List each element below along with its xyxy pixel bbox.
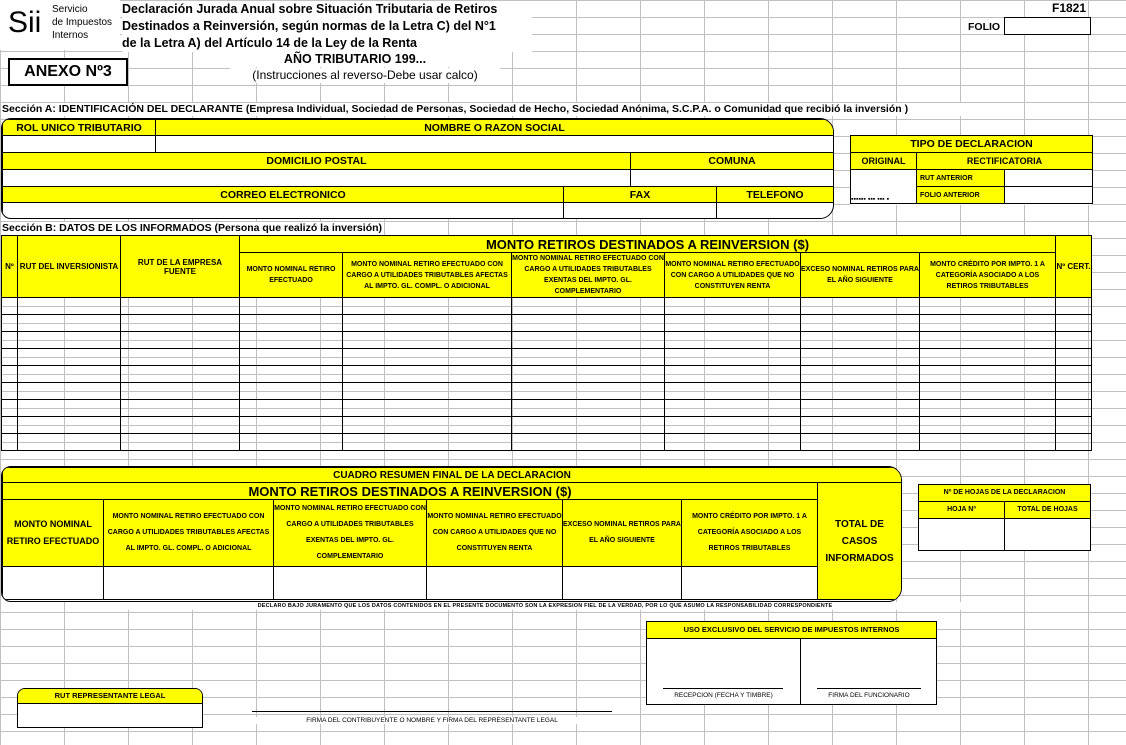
cell-rut-inversionista[interactable]: [18, 332, 121, 349]
cell-cert[interactable]: [1056, 332, 1092, 349]
cell-monto-1[interactable]: [240, 349, 343, 366]
hoja-field[interactable]: [919, 519, 1005, 551]
cell-monto-3[interactable]: [512, 400, 665, 417]
table-row: [2, 366, 1126, 383]
cell-monto-2[interactable]: [343, 434, 512, 451]
declarant-box: [1, 118, 834, 219]
total-casos-label: TOTAL DE CASOS INFORMADOS: [818, 483, 902, 600]
monto-col-header-5: EXCESO NOMINAL RETIROS PARA EL AÑO SIGUIENTE: [801, 253, 920, 298]
cell-rut-inversionista[interactable]: [18, 417, 121, 434]
cell-monto-6[interactable]: [920, 417, 1056, 434]
cell-monto-4[interactable]: [665, 434, 801, 451]
cell-rut-inversionista[interactable]: [18, 298, 121, 315]
nombre-field[interactable]: [156, 136, 834, 153]
cell-rut-empresa[interactable]: [121, 400, 240, 417]
rut-representante-box: [17, 688, 203, 728]
cell-monto-4[interactable]: [665, 349, 801, 366]
section-a-title: Sección A: IDENTIFICACIÓN DEL DECLARANTE (Empresa Individual, Sociedad de Personas, Sociedad de Hecho, Sociedad Anónima, S.C.P.A. o Comunidad que recibió la inversión ): [2, 103, 1002, 116]
cell-cert[interactable]: [1056, 434, 1092, 451]
cell-cert[interactable]: [1056, 349, 1092, 366]
resumen-title: CUADRO RESUMEN FINAL DE LA DECLARACION: [3, 468, 902, 483]
correo-field[interactable]: [3, 203, 564, 219]
cell-rut-empresa[interactable]: [121, 383, 240, 400]
resumen-value-5[interactable]: [563, 567, 682, 600]
cell-monto-5[interactable]: [801, 298, 920, 315]
cell-monto-1[interactable]: [240, 298, 343, 315]
col-cert-header: Nº CERT.: [1056, 236, 1092, 298]
sii-logo-block: [0, 0, 120, 50]
sii-logo: Sii: [8, 6, 42, 39]
rut-representante-field[interactable]: [18, 704, 202, 728]
cell-monto-2[interactable]: [343, 400, 512, 417]
cell-monto-6[interactable]: [920, 383, 1056, 400]
cell-monto-1[interactable]: [240, 383, 343, 400]
cell-monto-3[interactable]: [512, 366, 665, 383]
telefono-label: TELEFONO: [717, 187, 834, 203]
resumen-value-6[interactable]: [682, 567, 818, 600]
resumen-col-monto: MONTO NOMINAL RETIRO EFECTUADO: [3, 500, 104, 567]
hojas-box: [918, 484, 1091, 551]
resumen-box: [1, 466, 902, 602]
resumen-col-header-5: MONTO CRÉDITO POR IMPTO. 1 A CATEGORÍA ASOCIADO A LOS RETIROS TRIBUTABLES: [682, 500, 818, 567]
cell-monto-6[interactable]: [920, 349, 1056, 366]
cell-n[interactable]: [2, 315, 18, 332]
cell-n[interactable]: [2, 400, 18, 417]
rut-anterior-field[interactable]: [1005, 170, 1093, 187]
cell-extra: [1092, 349, 1126, 366]
cell-extra: [1092, 383, 1126, 400]
cell-monto-6[interactable]: [920, 315, 1056, 332]
firma-contribuyente-label: FIRMA DEL CONTRIBUYENTE O NOMBRE Y FIRMA DEL REPRESENTANTE LEGAL: [252, 717, 612, 724]
table-row: [2, 315, 1126, 332]
table-row: [2, 417, 1126, 434]
cell-n[interactable]: [2, 349, 18, 366]
resumen-col-header-2: MONTO NOMINAL RETIRO EFECTUADO CON CARGO A UTILIDADES TRIBUTABLES EXENTAS DEL IMPTO. GL. COMPLEMENTARIO: [274, 500, 427, 567]
instructions: (Instrucciones al reverso-Debe usar calco): [230, 68, 500, 83]
table-row: [2, 332, 1126, 349]
resumen-col-header-3: MONTO NOMINAL RETIRO EFECTUADO CON CARGO A UTILIDADES QUE NO CONSTITUYEN RENTA: [427, 500, 563, 567]
cell-monto-4[interactable]: [665, 332, 801, 349]
tipo-declaracion-box: [850, 135, 1092, 205]
cell-monto-4[interactable]: [665, 366, 801, 383]
firma-funcionario-label: FIRMA DEL FUNCIONARIO: [828, 692, 910, 699]
informados-table: [1, 235, 1126, 451]
total-hojas-label: TOTAL DE HOJAS: [1005, 502, 1091, 519]
cell-monto-3[interactable]: [512, 315, 665, 332]
cell-monto-1[interactable]: [240, 417, 343, 434]
form-title: Declaración Jurada Anual sobre Situación Tributaria de Retiros Destinados a Reinversión, según normas de la Letra C) del N°1 de la Letra A) del Artículo 14 de la Ley de la Renta: [122, 1, 532, 52]
cell-cert[interactable]: [1056, 298, 1092, 315]
cell-n[interactable]: [2, 417, 18, 434]
resumen-col-header-4: EXCESO NOMINAL RETIROS PARA EL AÑO SIGUIENTE: [563, 500, 682, 567]
cell-monto-3[interactable]: [512, 298, 665, 315]
folio-field[interactable]: [1004, 17, 1091, 35]
rectificatoria-label: RECTIFICATORIA: [917, 153, 1093, 170]
monto-col-header-3: MONTO NOMINAL RETIRO EFECTUADO CON CARGO A UTILIDADES TRIBUTABLES EXENTAS DEL IMPTO. GL. COMPLEMENTARIO: [512, 253, 665, 298]
cell-monto-1[interactable]: [240, 315, 343, 332]
cell-cert[interactable]: [1056, 383, 1092, 400]
telefono-field[interactable]: [717, 203, 834, 219]
cell-rut-inversionista[interactable]: [18, 383, 121, 400]
cell-monto-2[interactable]: [343, 366, 512, 383]
cell-rut-inversionista[interactable]: [18, 315, 121, 332]
cell-n[interactable]: [2, 298, 18, 315]
recepcion-field[interactable]: [647, 638, 800, 688]
hoja-label: HOJA Nº: [919, 502, 1005, 519]
recepcion-label: RECEPCION (FECHA Y TIMBRE): [674, 692, 773, 699]
cell-rut-inversionista[interactable]: [18, 366, 121, 383]
cell-n[interactable]: [2, 366, 18, 383]
rut-anterior-label: RUT ANTERIOR: [917, 170, 1005, 187]
folio-anterior-label: FOLIO ANTERIOR: [917, 187, 1005, 204]
resumen-value-1[interactable]: [3, 567, 104, 600]
cell-cert[interactable]: [1056, 315, 1092, 332]
fax-field[interactable]: [564, 203, 717, 219]
cell-monto-1[interactable]: [240, 366, 343, 383]
cell-monto-3[interactable]: [512, 349, 665, 366]
tax-year: AÑO TRIBUTARIO 199...: [250, 51, 460, 67]
table-row: [2, 349, 1126, 366]
firma-funcionario-field[interactable]: [801, 638, 937, 688]
cell-monto-5[interactable]: [801, 349, 920, 366]
cell-rut-empresa[interactable]: [121, 298, 240, 315]
cell-monto-2[interactable]: [343, 315, 512, 332]
cell-rut-empresa[interactable]: [121, 417, 240, 434]
cell-rut-inversionista[interactable]: [18, 400, 121, 417]
declaration-text: DECLARO BAJO JURAMENTO QUE LOS DATOS CONTENIDOS EN EL PRESENTE DOCUMENTO SON LA EXPRESION FIEL DE LA VERDAD, POR LO QUE ASUMO LA RESPONSABILIDAD CORRESPONDIENTE: [110, 602, 980, 610]
cell-monto-3[interactable]: [512, 383, 665, 400]
cell-monto-5[interactable]: [801, 417, 920, 434]
cell-monto-6[interactable]: [920, 298, 1056, 315]
domicilio-label: DOMICILIO POSTAL: [3, 153, 631, 170]
original-label: ORIGINAL: [851, 153, 917, 170]
cell-monto-5[interactable]: [801, 366, 920, 383]
cell-extra: [1092, 298, 1126, 315]
hojas-title: Nº DE HOJAS DE LA DECLARACION: [919, 485, 1091, 502]
nombre-label: NOMBRE O RAZON SOCIAL: [156, 120, 834, 136]
table-row: [2, 434, 1126, 451]
cell-monto-6[interactable]: [920, 434, 1056, 451]
cell-monto-1[interactable]: [240, 434, 343, 451]
resumen-monto-header: MONTO RETIROS DESTINADOS A REINVERSION ($): [3, 483, 818, 500]
cell-monto-4[interactable]: [665, 400, 801, 417]
monto-col-header-6: MONTO CRÉDITO POR IMPTO. 1 A CATEGORÍA ASOCIADO A LOS RETIROS TRIBUTABLES: [920, 253, 1056, 298]
cell-rut-empresa[interactable]: [121, 349, 240, 366]
cell-n[interactable]: [2, 332, 18, 349]
cell-rut-empresa[interactable]: [121, 332, 240, 349]
cell-monto-2[interactable]: [343, 417, 512, 434]
cell-rut-empresa[interactable]: [121, 434, 240, 451]
comuna-label: COMUNA: [631, 153, 834, 170]
cell-extra: [1092, 417, 1126, 434]
comuna-field[interactable]: [631, 170, 834, 187]
col-rut-empresa-header: RUT DE LA EMPRESA FUENTE: [121, 236, 240, 298]
original-field[interactable]: [851, 170, 917, 187]
cell-monto-6[interactable]: [920, 332, 1056, 349]
cell-monto-5[interactable]: [801, 332, 920, 349]
cell-monto-4[interactable]: [665, 315, 801, 332]
cell-monto-1[interactable]: [240, 332, 343, 349]
table-row: [2, 400, 1126, 417]
cell-n[interactable]: [2, 383, 18, 400]
monto-col-header-1: MONTO NOMINAL RETIRO EFECTUADO: [240, 253, 343, 298]
domicilio-field[interactable]: [3, 170, 631, 187]
resumen-col-header-1: MONTO NOMINAL RETIRO EFECTUADO CON CARGO A UTILIDADES TRIBUTABLES AFECTAS AL IMPTO. GL. COMPL. O ADICIONAL: [104, 500, 274, 567]
folio-anterior-field[interactable]: [1005, 187, 1093, 204]
annex-label: ANEXO Nº3: [8, 58, 128, 86]
cell-monto-4[interactable]: [665, 383, 801, 400]
cell-monto-2[interactable]: [343, 383, 512, 400]
monto-col-header-2: MONTO NOMINAL RETIRO EFECTUADO CON CARGO A UTILIDADES TRIBUTABLES AFECTAS AL IMPTO. GL. COMPL. O ADICIONAL: [343, 253, 512, 298]
cell-rut-empresa[interactable]: [121, 315, 240, 332]
cell-monto-3[interactable]: [512, 332, 665, 349]
rut-field[interactable]: [3, 136, 156, 153]
cell-monto-4[interactable]: [665, 417, 801, 434]
tipo-title: TIPO DE DECLARACION: [851, 136, 1093, 153]
firma-line: [252, 711, 612, 712]
folio-label: FOLIO: [968, 21, 1001, 33]
original-checkbox[interactable]: ▪▪▪▪▪▪ ▪▪▪ ▪▪▪ ▪: [851, 187, 917, 204]
cell-extra: [1092, 400, 1126, 417]
sii-use-title: USO EXCLUSIVO DEL SERVICIO DE IMPUESTOS INTERNOS: [647, 622, 936, 639]
col-n-header: Nº: [2, 236, 18, 298]
cell-monto-5[interactable]: [801, 400, 920, 417]
resumen-value-2[interactable]: [104, 567, 274, 600]
correo-label: CORREO ELECTRONICO: [3, 187, 564, 203]
resumen-value-3[interactable]: [274, 567, 427, 600]
cell-extra: [1092, 315, 1126, 332]
fax-label: FAX: [564, 187, 717, 203]
cell-monto-4[interactable]: [665, 298, 801, 315]
cell-monto-2[interactable]: [343, 298, 512, 315]
cell-extra: [1092, 366, 1126, 383]
cell-rut-empresa[interactable]: [121, 366, 240, 383]
cell-monto-6[interactable]: [920, 400, 1056, 417]
monto-retiros-header: MONTO RETIROS DESTINADOS A REINVERSION ($): [240, 236, 1056, 253]
table-row: [2, 383, 1126, 400]
cell-cert[interactable]: [1056, 400, 1092, 417]
cell-cert[interactable]: [1056, 417, 1092, 434]
form-code: F1821: [1052, 1, 1087, 15]
cell-n[interactable]: [2, 434, 18, 451]
total-hojas-field[interactable]: [1005, 519, 1091, 551]
cell-monto-3[interactable]: [512, 417, 665, 434]
cell-rut-inversionista[interactable]: [18, 349, 121, 366]
cell-cert[interactable]: [1056, 366, 1092, 383]
rut-label: ROL UNICO TRIBUTARIO: [3, 120, 156, 136]
resumen-value-4[interactable]: [427, 567, 563, 600]
table-row: [2, 298, 1126, 315]
cell-monto-5[interactable]: [801, 434, 920, 451]
cell-monto-6[interactable]: [920, 366, 1056, 383]
org-name: Servicio de Impuestos Internos: [52, 4, 113, 41]
col-rut-inversionista-header: RUT DEL INVERSIONISTA: [18, 236, 121, 298]
cell-monto-2[interactable]: [343, 349, 512, 366]
sii-use-box: [646, 621, 937, 705]
cell-monto-2[interactable]: [343, 332, 512, 349]
cell-monto-3[interactable]: [512, 434, 665, 451]
cell-monto-5[interactable]: [801, 315, 920, 332]
monto-col-header-4: MONTO NOMINAL RETIRO EFECTUADO CON CARGO A UTILIDADES QUE NO CONSTITUYEN RENTA: [665, 253, 801, 298]
cell-monto-1[interactable]: [240, 400, 343, 417]
cell-extra: [1092, 434, 1126, 451]
cell-monto-5[interactable]: [801, 383, 920, 400]
rut-representante-label: RUT REPRESENTANTE LEGAL: [18, 689, 202, 704]
section-b-title: Sección B: DATOS DE LOS INFORMADOS (Persona que realizó la inversión): [2, 222, 383, 234]
cell-rut-inversionista[interactable]: [18, 434, 121, 451]
cell-extra: [1092, 332, 1126, 349]
